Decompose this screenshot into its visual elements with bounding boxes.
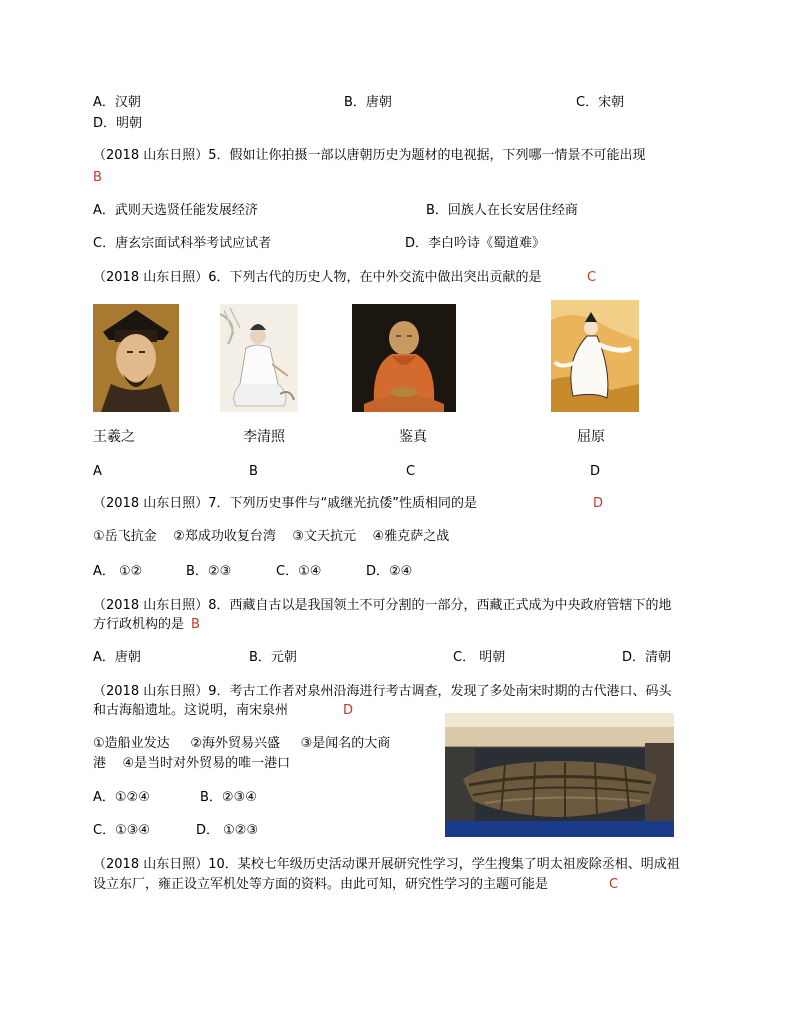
q10-stem-line1: （2018 山东日照）10．某校七年级历史活动课开展研究性学习，学生搜集了明太祖废除丞相、明成祖 (93, 857, 680, 872)
q4-option-a: A．汉朝 (93, 95, 141, 110)
q5-option-c: C．唐玄宗面试科举考试应试者 (93, 236, 272, 251)
q8-option-d: D．清朝 (622, 650, 672, 665)
ancient-ship-remains-image (445, 713, 674, 837)
q5-option-b: B．回族人在长安居住经商 (426, 203, 578, 218)
q9-option-c: C．①③④ (93, 823, 151, 838)
q8-option-c: C． 明朝 (453, 650, 506, 665)
q7-items: ①岳飞抗金 ②郑成功收复台湾 ③文天抗元 ④雅克萨之战 (93, 529, 450, 544)
q9-stem-line2: 和古海船遗址。这说明，南宋泉州 (93, 703, 289, 718)
person-letter-d: D (590, 464, 601, 479)
q10-answer: C (609, 877, 619, 892)
q9-stem-line1: （2018 山东日照）9．考古工作者对泉州沿海进行考古调查，发现了多处南宋时期的古代港口、码头 (93, 684, 672, 699)
person-letter-b: B (249, 464, 258, 479)
q9-items-line2: 港 ④是当时对外贸易的唯一港口 (93, 756, 291, 771)
person-name-d: 屈原 (577, 429, 605, 445)
q5-answer: B (93, 170, 102, 185)
li-qingzhao-portrait-image (220, 304, 298, 412)
person-name-b: 李清照 (243, 429, 285, 445)
q9-option-a: A．①②④ (93, 790, 150, 805)
q9-option-d: D． ①②③ (196, 823, 259, 838)
qu-yuan-portrait-image (551, 300, 639, 412)
q9-option-b: B．②③④ (200, 790, 257, 805)
q5-option-a: A．武则天选贤任能发展经济 (93, 203, 258, 218)
wang-xizhi-portrait-image (93, 304, 179, 412)
person-name-a: 王羲之 (93, 429, 135, 445)
person-letter-a: A (93, 464, 102, 479)
q7-option-c: C．①④ (276, 564, 322, 579)
q10-stem-line2: 设立东厂，雍正设立军机处等方面的资料。由此可知，研究性学习的主题可能是 (93, 877, 549, 892)
q8-option-a: A．唐朝 (93, 650, 141, 665)
q7-option-a: A． ①② (93, 564, 143, 579)
q7-option-d: D．②④ (366, 564, 413, 579)
q5-stem: （2018 山东日照）5．假如让你拍摄一部以唐朝历史为题材的电视据，下列哪一情景不可能出现 (93, 148, 646, 163)
jianzhen-statue-image (352, 304, 456, 412)
q7-stem: （2018 山东日照）7．下列历史事件与“戚继光抗倭”性质相同的是 (93, 496, 477, 511)
q7-answer: D (593, 496, 604, 511)
q8-stem-line1: （2018 山东日照）8．西藏自古以是我国领土不可分割的一部分，西藏正式成为中央政府管辖下的地 (93, 598, 672, 613)
person-name-c: 鉴真 (399, 429, 427, 445)
person-letter-c: C (406, 464, 416, 479)
q7-option-b: B．②③ (186, 564, 232, 579)
q5-option-d: D．李白吟诗《蜀道难》 (405, 236, 546, 251)
q8-stem-line2: 方行政机构的是 (93, 617, 185, 632)
q9-answer: D (343, 703, 354, 718)
q8-answer: B (191, 617, 200, 632)
q6-stem: （2018 山东日照）6．下列古代的历史人物，在中外交流中做出突出贡献的是 (93, 270, 542, 285)
q9-items-line1: ①造船业发达 ②海外贸易兴盛 ③是闻名的大商 (93, 736, 391, 751)
q8-option-b: B．元朝 (249, 650, 297, 665)
q4-option-b: B．唐朝 (344, 95, 392, 110)
q6-answer: C (587, 270, 597, 285)
q4-option-d: D．明朝 (93, 116, 143, 131)
q4-option-c: C．宋朝 (576, 95, 625, 110)
